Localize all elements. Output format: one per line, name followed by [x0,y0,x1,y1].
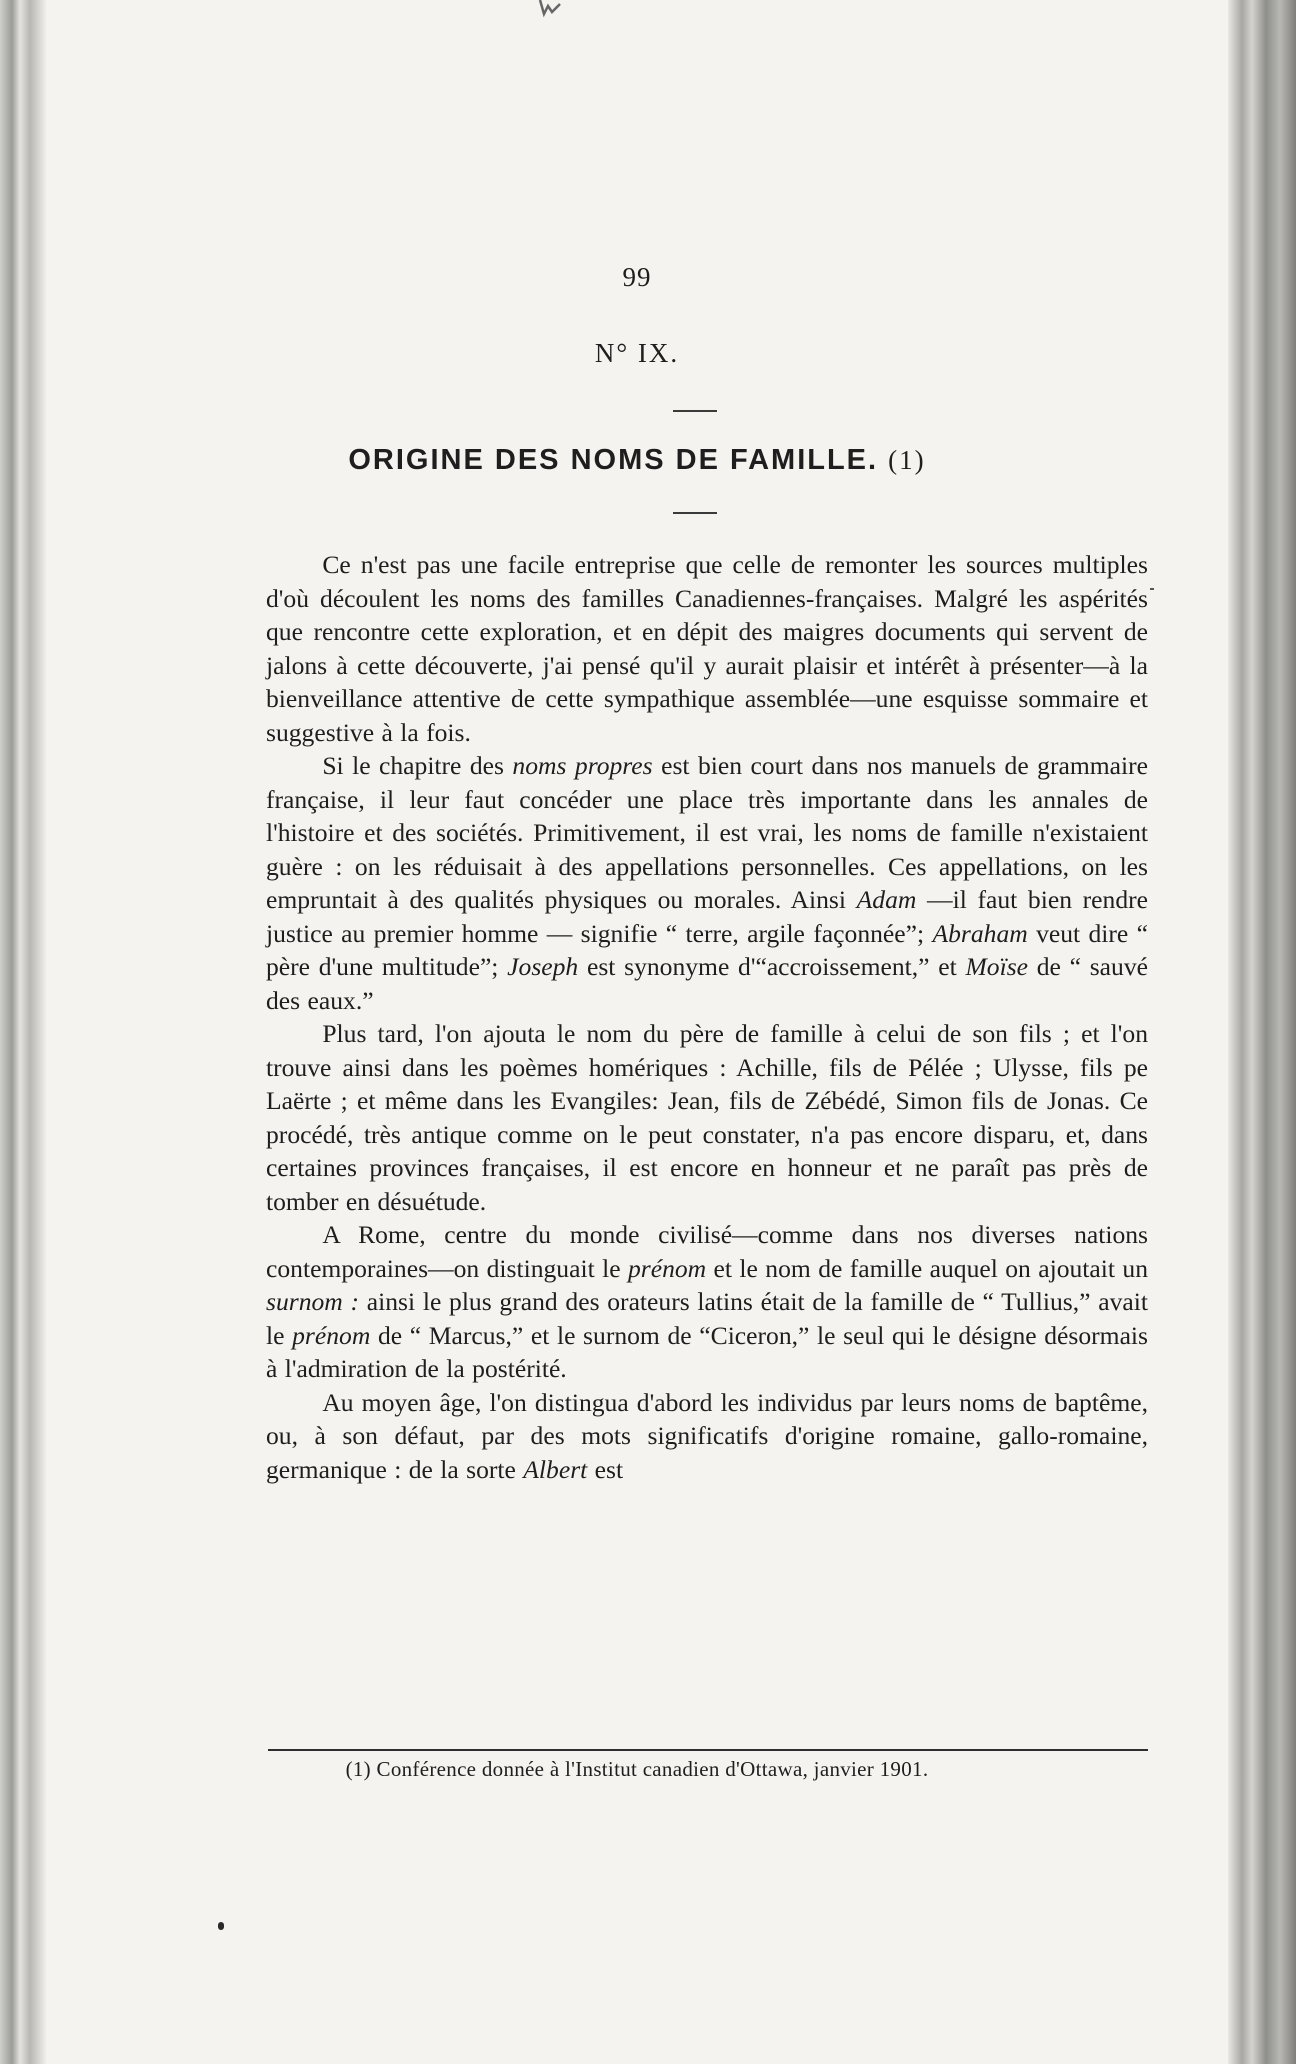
italic-term: Adam [856,885,917,914]
book-page [46,0,1228,2064]
italic-term: surnom : [266,1287,360,1316]
text-run: est bien court dans nos manuels de grammaire française, il leur faut concéder une place très importante dans les annales de l'histoire et des sociétés. Primitivement, il est vrai, les noms de famille n'existaient guère : on les réduisait à des appellations personnelles. Ces appellations, on les empruntait à des qualités physiques ou morales. Ainsi [266,751,1148,914]
paragraph [266,749,1148,1017]
section-number: N° IX. [594,338,680,368]
text-run: Plus tard, l'on ajouta le nom du père de famille à celui de son fils ; et l'on trouve ainsi dans les poèmes homériques : Achille, fils de Pélée ; Ulysse, fils pe Laërte ; et même dans les Evangiles: Jean, fils de Zébédé, Simon fils de Jonas. Ce procédé, très antique comme on le peut constater, n'a pas encore disparu, et, dans certaines provinces françaises, il est encore en honneur et ne paraît pas près de tomber en désuétude. [266,1019,1148,1216]
text-run: ainsi le plus grand des orateurs latins était de la famille de “ Tullius,” avait le [266,1287,1148,1350]
title-footnote-marker: (1) [888,445,926,475]
text-run: de “ Marcus,” et le surnom de “Ciceron,” le seul qui le désigne désormais à l'admiration de la postérité. [266,1320,1149,1383]
chapter-title [46,444,1228,477]
text-run: Si le chapitre des [322,751,513,780]
text-run: —il faut bien rendre justice au premier homme — signifie “ terre, argile façonnée”; [266,885,1149,948]
body-text [266,548,1148,1486]
page-number: 99 [622,262,652,292]
ink-spot [218,1922,224,1930]
text-run: est synonyme d'“accroissement,” et [578,952,966,981]
paragraph [266,1218,1148,1386]
text-run: A Rome, centre du monde civilisé—comme dans nos diverses nations contemporaines—on distinguait le [266,1220,1148,1283]
paragraph [266,1386,1148,1487]
margin-mark [1150,588,1154,590]
chapter-title-text: ORIGINE DES NOMS DE FAMILLE. [348,444,879,476]
text-run: veut dire “ père d'une multitude”; [266,918,1148,981]
italic-term: noms propres [512,751,653,780]
italic-term: prénom [292,1320,371,1350]
footnote-rule [268,1749,1148,1751]
divider-bottom [673,512,717,514]
italic-term: Joseph [507,952,579,981]
book-gutter-left [0,0,46,2064]
italic-term: prénom [627,1253,707,1283]
italic-term: Abraham [932,918,1028,948]
paragraph [266,548,1148,749]
text-run: Au moyen âge, l'on distingua d'abord les individus par leurs noms de baptême, ou, à son défaut, par des mots significatifs d'origine romaine, gallo-romaine, germanique : de la sorte [266,1387,1148,1484]
paragraph [266,1017,1148,1218]
text-run: est [587,1454,624,1484]
italic-term: Moïse [965,952,1029,981]
text-run: de “ sauvé des eaux.” [266,952,1148,1015]
text-run: et le nom de famille auquel on ajoutait un [706,1253,1148,1283]
divider-top [673,410,717,412]
page-top-mark [534,0,562,24]
text-run: Ce n'est pas une facile entreprise que celle de remonter les sources multiples d'où découlent les noms des familles Canadiennes-françaises. Malgré les aspérités que rencontre cette exploration, et en dépit des maigres documents qui servent de jalons à cette découverte, j'ai pensé qu'il y aurait plaisir et intérêt à présenter—à la bienveillance attentive de cette sympathique assemblée—une esquisse sommaire et suggestive à la fois. [266,550,1148,747]
italic-term: Albert [523,1454,588,1484]
footnote: (1) Conférence donnée à l'Institut canadien d'Ottawa, janvier 1901. [345,1757,929,1781]
book-fore-edge-right [1228,0,1296,2064]
